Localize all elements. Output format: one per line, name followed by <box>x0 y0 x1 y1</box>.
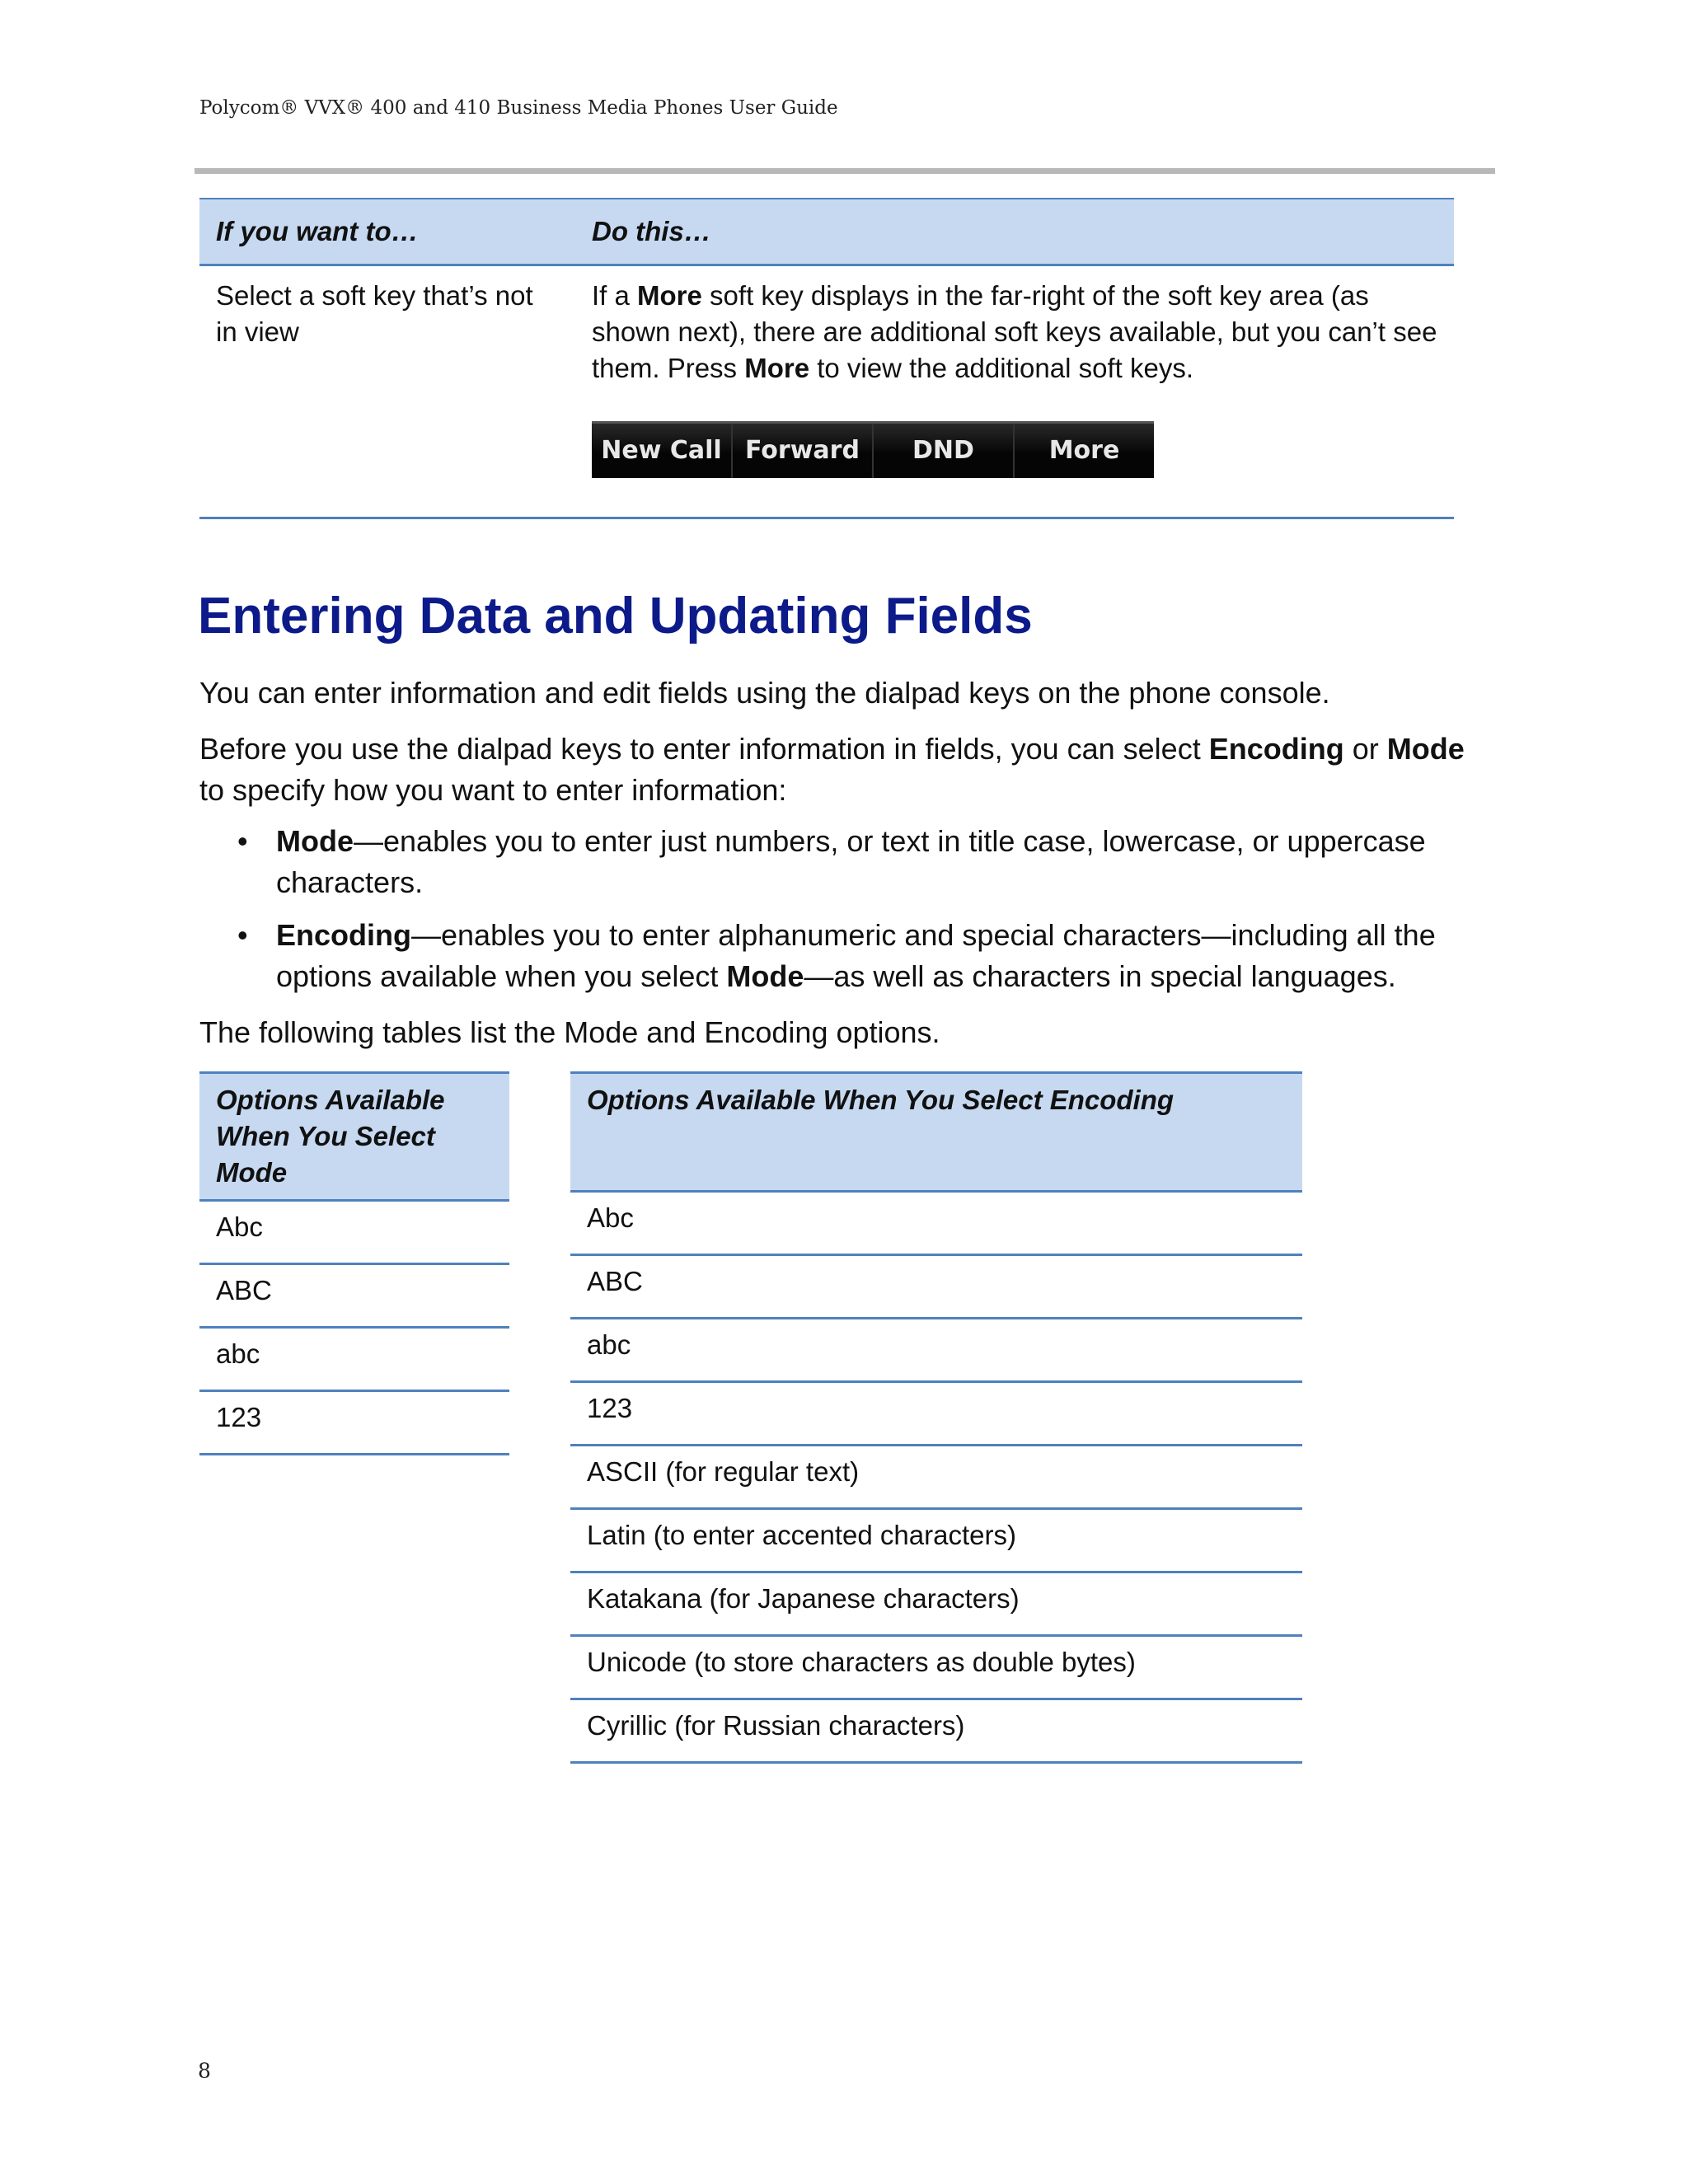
table-cell: ABC <box>570 1255 1302 1319</box>
instruction-text-part: to view the additional soft keys. <box>809 353 1193 383</box>
table-row <box>199 265 1454 518</box>
softkey-more: More <box>1015 424 1154 478</box>
more-keyword: More <box>744 353 810 383</box>
mode-options-table <box>199 1071 509 1455</box>
column-header: If you want to… <box>199 199 575 265</box>
table-cell: Abc <box>199 1201 509 1264</box>
instruction-cell <box>575 265 1454 518</box>
mode-keyword: Mode <box>276 824 354 858</box>
bullet-item-encoding <box>199 915 1485 997</box>
section-title: Entering Data and Updating Fields <box>198 588 1033 644</box>
table-cell: Katakana (for Japanese characters) <box>570 1572 1302 1636</box>
table-row <box>570 1636 1302 1699</box>
table-cell: abc <box>199 1328 509 1391</box>
paragraph-intro: You can enter information and edit fields using the dialpad keys on the phone console. <box>199 676 1330 710</box>
more-keyword: More <box>637 280 702 311</box>
bullet-item-mode <box>199 821 1485 903</box>
table-row <box>570 1192 1302 1255</box>
mode-keyword: Mode <box>726 959 804 993</box>
softkey-bar-image <box>592 421 1154 478</box>
column-header: Options Available When You Select Mode <box>199 1073 509 1201</box>
bullet-list <box>199 821 1485 1009</box>
table-cell: Cyrillic (for Russian characters) <box>570 1699 1302 1763</box>
table-row <box>199 1328 509 1391</box>
table-cell: abc <box>570 1319 1302 1382</box>
table-row <box>570 1699 1302 1763</box>
encoding-keyword: Encoding <box>1208 732 1344 766</box>
table-cell: Abc <box>570 1192 1302 1255</box>
instruction-text-part: If a <box>592 280 638 311</box>
column-header: Do this… <box>575 199 1454 265</box>
table-header-row <box>199 199 1454 265</box>
table-row <box>570 1255 1302 1319</box>
page-number: 8 <box>198 2059 211 2083</box>
instruction-text <box>592 278 1437 387</box>
table-row <box>570 1572 1302 1636</box>
table-cell: Latin (to enter accented characters) <box>570 1509 1302 1572</box>
paragraph-text-part: or <box>1343 732 1387 766</box>
table-row <box>570 1446 1302 1509</box>
soft-key-table <box>199 198 1454 519</box>
paragraph-before <box>199 729 1485 811</box>
encoding-keyword: Encoding <box>276 918 411 952</box>
softkey-dnd: DND <box>874 424 1015 478</box>
table-cell: 123 <box>570 1382 1302 1446</box>
running-header: Polycom® VVX® 400 and 410 Business Media Phones User Guide <box>199 97 838 119</box>
table-cell: ABC <box>199 1264 509 1328</box>
softkey-new-call: New Call <box>592 424 733 478</box>
bullet-text: —enables you to enter alphanumeric and special characters—including all the options available when you select <box>276 918 1436 993</box>
bullet-text: —as well as characters in special languages. <box>804 959 1396 993</box>
encoding-options-table <box>570 1071 1302 1764</box>
task-cell: Select a soft key that’s not in view <box>199 265 575 518</box>
table-row <box>570 1319 1302 1382</box>
mode-keyword: Mode <box>1386 732 1465 766</box>
table-cell: Unicode (to store characters as double bytes) <box>570 1636 1302 1699</box>
table-row <box>199 1264 509 1328</box>
header-rule <box>195 168 1495 174</box>
bullet-dot-icon: • <box>237 918 248 952</box>
table-row <box>199 1201 509 1264</box>
table-row <box>199 1391 509 1455</box>
table-row <box>570 1509 1302 1572</box>
bullet-text: —enables you to enter just numbers, or text in title case, lowercase, or uppercase characters. <box>276 824 1426 899</box>
instruction-text-part: soft key displays in the far-right of the soft key area (as shown next), there are additional soft keys available, but you can’t see them. Press <box>592 280 1437 383</box>
paragraph-text-part: to specify how you want to enter information: <box>199 773 787 807</box>
table-cell: 123 <box>199 1391 509 1455</box>
bullet-dot-icon: • <box>237 824 248 858</box>
paragraph-tables-intro: The following tables list the Mode and Encoding options. <box>199 1015 940 1049</box>
table-row <box>570 1382 1302 1446</box>
softkey-forward: Forward <box>733 424 874 478</box>
table-cell: ASCII (for regular text) <box>570 1446 1302 1509</box>
column-header: Options Available When You Select Encoding <box>570 1073 1302 1192</box>
paragraph-text-part: Before you use the dialpad keys to enter information in fields, you can select <box>199 732 1209 766</box>
